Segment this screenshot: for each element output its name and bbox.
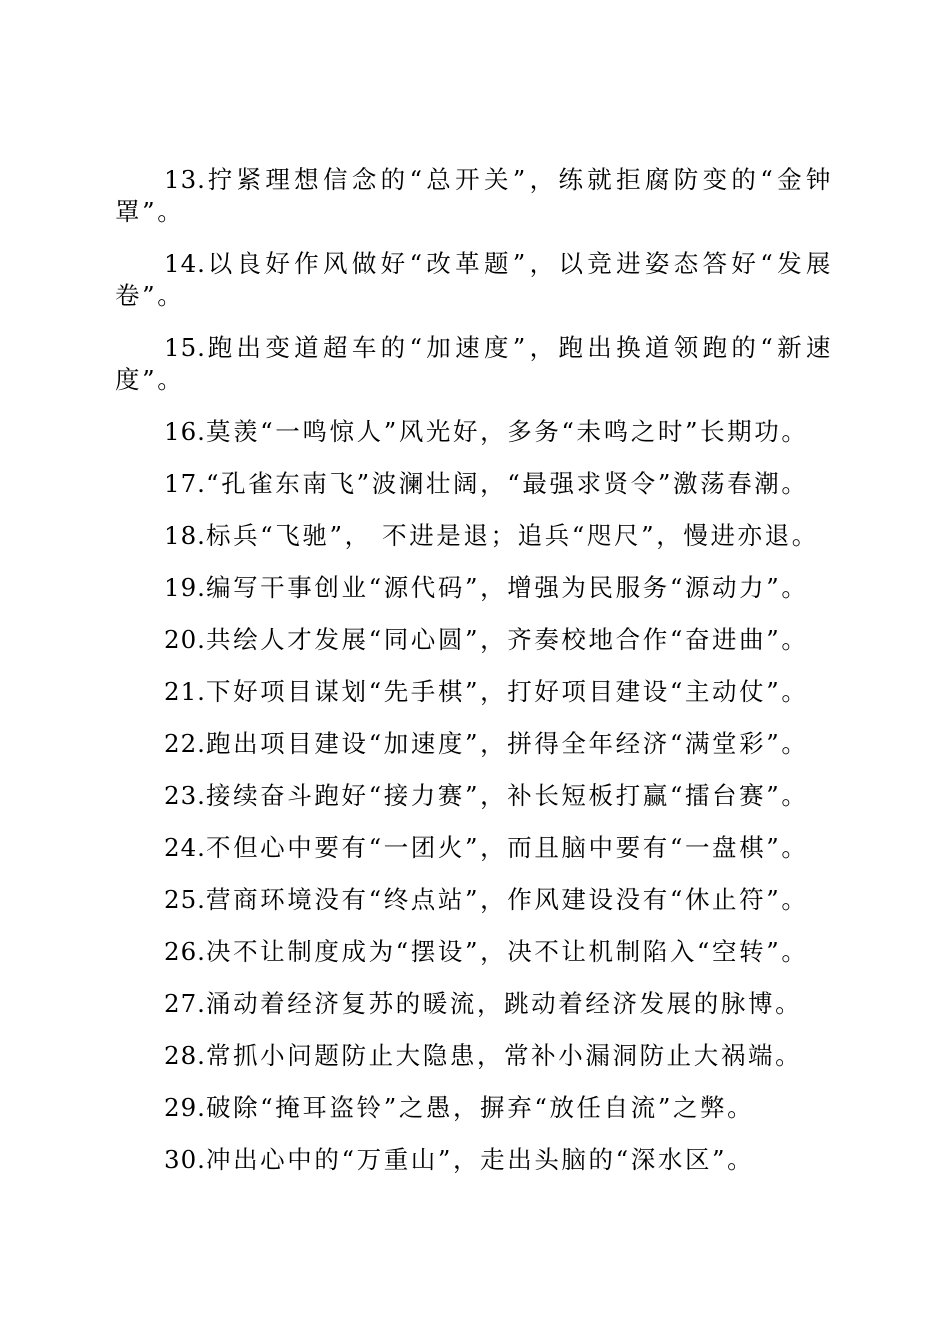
item-number: 23. <box>164 781 206 810</box>
list-item <box>115 468 833 500</box>
list-item <box>115 832 833 864</box>
item-number: 30. <box>164 1145 206 1174</box>
item-number: 16. <box>164 417 206 446</box>
item-number: 27. <box>164 989 206 1018</box>
list-item <box>115 248 833 312</box>
list-item <box>115 780 833 812</box>
item-number: 29. <box>164 1093 206 1122</box>
item-text: 常抓小问题防止大隐患，常补小漏洞防止大祸端。 <box>205 1041 803 1070</box>
list-item <box>115 164 833 228</box>
item-text: 冲出心中的“万重山”，走出头脑的“深水区”。 <box>205 1145 755 1174</box>
item-number: 17. <box>164 469 206 498</box>
item-number: 14. <box>164 249 206 278</box>
list-item <box>115 728 833 760</box>
list-item <box>115 1040 833 1072</box>
item-number: 28. <box>164 1041 206 1070</box>
list-item <box>115 332 833 396</box>
item-text: 决不让制度成为“摆设”，决不让机制陷入“空转”。 <box>205 937 809 966</box>
item-text: 不但心中要有“一团火”，而且脑中要有“一盘棋”。 <box>205 833 809 862</box>
item-text: 编写干事创业“源代码”，增强为民服务“源动力”。 <box>205 573 809 602</box>
list-item <box>115 520 833 552</box>
item-number: 25. <box>164 885 206 914</box>
list-item <box>115 936 833 968</box>
item-number: 19. <box>164 573 206 602</box>
list-item <box>115 416 833 448</box>
item-text: 营商环境没有“终点站”，作风建设没有“休止符”。 <box>205 885 809 914</box>
item-number: 15. <box>164 333 206 362</box>
list-item <box>115 884 833 916</box>
item-text: “孔雀东南飞”波澜壮阔，“最强求贤令”激荡春潮。 <box>205 469 809 498</box>
list-item <box>115 676 833 708</box>
item-number: 24. <box>164 833 206 862</box>
item-number: 26. <box>164 937 206 966</box>
item-text: 跑出项目建设“加速度”，拼得全年经济“满堂彩”。 <box>205 729 809 758</box>
item-text: 跑出变道超车的“加速度”，跑出换道领跑的“新速度”。 <box>115 333 833 394</box>
item-text: 拧紧理想信念的“总开关”，练就拒腐防变的“金钟罩”。 <box>115 165 833 226</box>
phrase-list <box>115 164 833 1196</box>
item-text: 下好项目谋划“先手棋”，打好项目建设“主动仗”。 <box>205 677 809 706</box>
item-number: 22. <box>164 729 206 758</box>
list-item <box>115 572 833 604</box>
item-number: 18. <box>164 521 206 550</box>
item-text: 破除“掩耳盗铃”之愚，摒弃“放任自流”之弊。 <box>205 1093 755 1122</box>
item-text: 以良好作风做好“改革题”，以竞进姿态答好“发展卷”。 <box>115 249 833 310</box>
item-text: 标兵“飞驰”， 不进是退；追兵“咫尺”，慢进亦退。 <box>205 521 819 550</box>
list-item <box>115 988 833 1020</box>
item-number: 13. <box>164 165 206 194</box>
item-text: 涌动着经济复苏的暖流，跳动着经济发展的脉博。 <box>205 989 803 1018</box>
item-number: 21. <box>164 677 206 706</box>
item-text: 莫羡“一鸣惊人”风光好，多务“未鸣之时”长期功。 <box>205 417 809 446</box>
list-item <box>115 624 833 656</box>
item-number: 20. <box>164 625 206 654</box>
item-text: 共绘人才发展“同心圆”，齐奏校地合作“奋进曲”。 <box>205 625 809 654</box>
item-text: 接续奋斗跑好“接力赛”，补长短板打赢“擂台赛”。 <box>205 781 809 810</box>
list-item <box>115 1144 833 1176</box>
list-item <box>115 1092 833 1124</box>
